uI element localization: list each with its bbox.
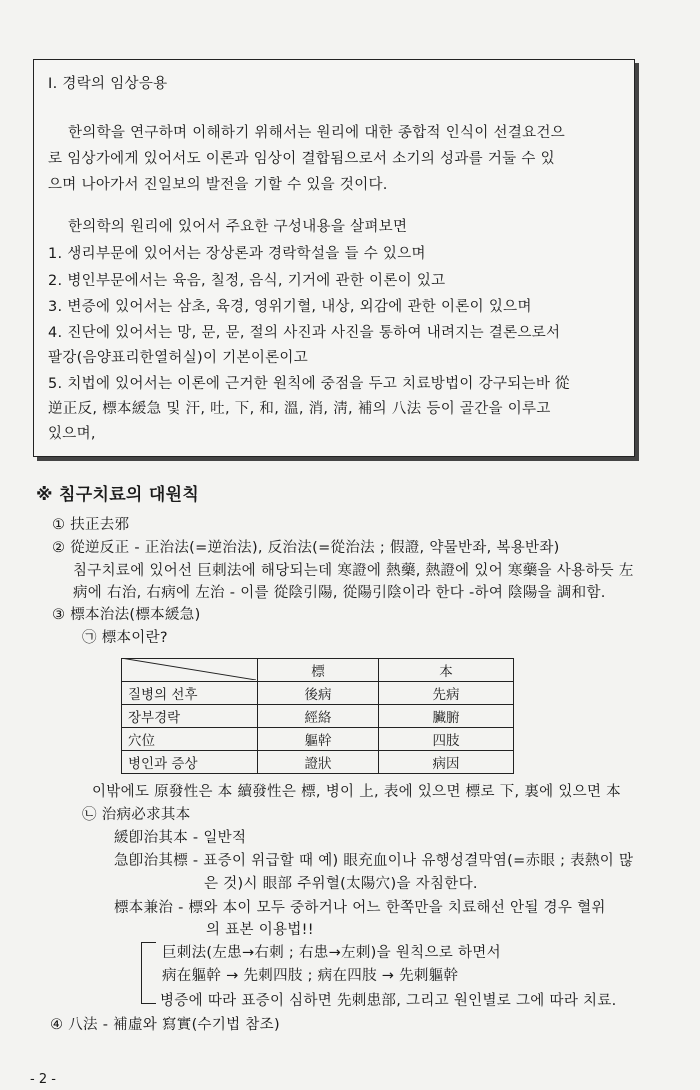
table-cell: 軀幹 <box>258 728 379 751</box>
table-cell: 證狀 <box>258 751 379 774</box>
item-2-body-1: 침구치료에 있어선 巨刺法에 해당되는데 寒證에 熱藥, 熱證에 있어 寒藥을 사용하듯 左 <box>73 563 634 579</box>
slow-treat: 緩卽治其本 - 일반적 <box>114 830 247 846</box>
table-corner-cell <box>122 659 258 682</box>
box-para1-line1: 한의학을 연구하며 이해하기 위해서는 원리에 대한 종합적 인식이 선결요건으 <box>68 125 566 141</box>
table-cell: 병인과 증상 <box>122 751 258 774</box>
box-item-4-cont: 팔강(음양표리한열허실)이 기본이론이고 <box>48 350 309 366</box>
box-item-5-cont2: 있으며, <box>48 426 96 442</box>
item-2-body-2: 病에 右治, 右病에 左治 - 이를 從陰引陽, 從陽引陰이라 한다 -하여 陰陽을 調和함. <box>73 585 606 601</box>
bracket-line-2: 病在軀幹 → 先刺四肢 ; 病在四肢 → 先刺軀幹 <box>162 968 459 984</box>
box-item-2: 2. 병인부문에서는 육음, 칠정, 음식, 기거에 관한 이론이 있고 <box>48 273 446 289</box>
section-heading: ※ 침구치료의 대원칙 <box>36 485 200 505</box>
table-cell: 穴位 <box>122 728 258 751</box>
table-cell: 經絡 <box>258 705 379 728</box>
bracket-line-3: 병증에 따라 표증이 심하면 先刺患部, 그리고 원인별로 그에 따라 치료. <box>160 993 617 1009</box>
box-item-4: 4. 진단에 있어서는 망, 문, 문, 절의 사진과 사진을 통하여 내려지는 결론으로서 <box>48 325 561 341</box>
table-row <box>122 751 514 774</box>
item-1: ① 扶正去邪 <box>52 517 130 533</box>
table-row <box>122 728 514 751</box>
table-cell: 질병의 선후 <box>122 682 258 705</box>
item-4: ④ 八法 - 補虛와 寫實(수기법 참조) <box>50 1017 280 1033</box>
box-para2-intro: 한의학의 원리에 있어서 주요한 구성내용을 살펴보면 <box>68 219 408 235</box>
table-cell: 四肢 <box>379 728 514 751</box>
table-header-row <box>122 659 514 682</box>
table-row <box>122 705 514 728</box>
item-3a: ㉠ 標本이란? <box>82 630 168 646</box>
both-treat-2: 의 표본 이용법!! <box>206 922 314 938</box>
bracket <box>141 942 156 1004</box>
urgent-treat-1: 急卽治其標 - 표증이 위급할 때 예) 眼充血이나 유행성결막염(=赤眼 ; 表熱이 많 <box>114 853 634 869</box>
box-item-3: 3. 변증에 있어서는 삼초, 육경, 영위기혈, 내상, 외감에 관한 이론이 있으며 <box>48 299 532 315</box>
table-row <box>122 682 514 705</box>
urgent-treat-2: 은 것)시 眼部 주위혈(太陽穴)을 자침한다. <box>204 876 478 892</box>
box-item-5-cont: 逆正反, 標本緩急 및 汗, 吐, 下, 和, 溫, 消, 淸, 補의 八法 등이 골간을 이루고 <box>48 401 551 417</box>
box-para1-line2: 로 임상가에게 있어서도 이론과 임상이 결합됨으로서 소기의 성과를 거둘 수 있 <box>48 151 555 167</box>
table-cell: 病因 <box>379 751 514 774</box>
table-header: 本 <box>379 659 514 682</box>
table-header: 標 <box>258 659 379 682</box>
table-cell: 臟腑 <box>379 705 514 728</box>
page-number: - 2 - <box>30 1072 56 1087</box>
bracket-line-1: 巨刺法(左患→右刺 ; 右患→左刺)을 원칙으로 하면서 <box>162 945 501 961</box>
box-item-1: 1. 생리부문에 있어서는 장상론과 경락학설을 들 수 있으며 <box>48 246 426 262</box>
item-3: ③ 標本治法(標本緩急) <box>52 607 201 623</box>
biaoben-table <box>121 658 514 774</box>
box-item-5: 5. 치법에 있어서는 이론에 근거한 원칙에 중점을 두고 치료방법이 강구되는바 從 <box>48 376 570 392</box>
both-treat-1: 標本兼治 - 標와 本이 모두 중하거나 어느 한쪽만을 치료해선 안될 경우 혈위 <box>114 900 606 916</box>
box-para1-line3: 으며 나아가서 진일보의 발전을 기할 수 있을 것이다. <box>48 177 388 193</box>
table-cell: 後病 <box>258 682 379 705</box>
table-cell: 장부경락 <box>122 705 258 728</box>
box-title: I. 경락의 임상응용 <box>48 76 168 92</box>
item-2: ② 從逆反正 - 正治法(=逆治法), 反治法(=從治法 ; 假證, 약물반좌, 복용반좌) <box>52 540 560 556</box>
table-cell: 先病 <box>379 682 514 705</box>
after-table-text: 이밖에도 原發性은 本 續發性은 標, 병이 上, 表에 있으면 標로 下, 裏에 있으면 本 <box>92 784 621 800</box>
item-3b: ㉡ 治病必求其本 <box>82 807 191 823</box>
